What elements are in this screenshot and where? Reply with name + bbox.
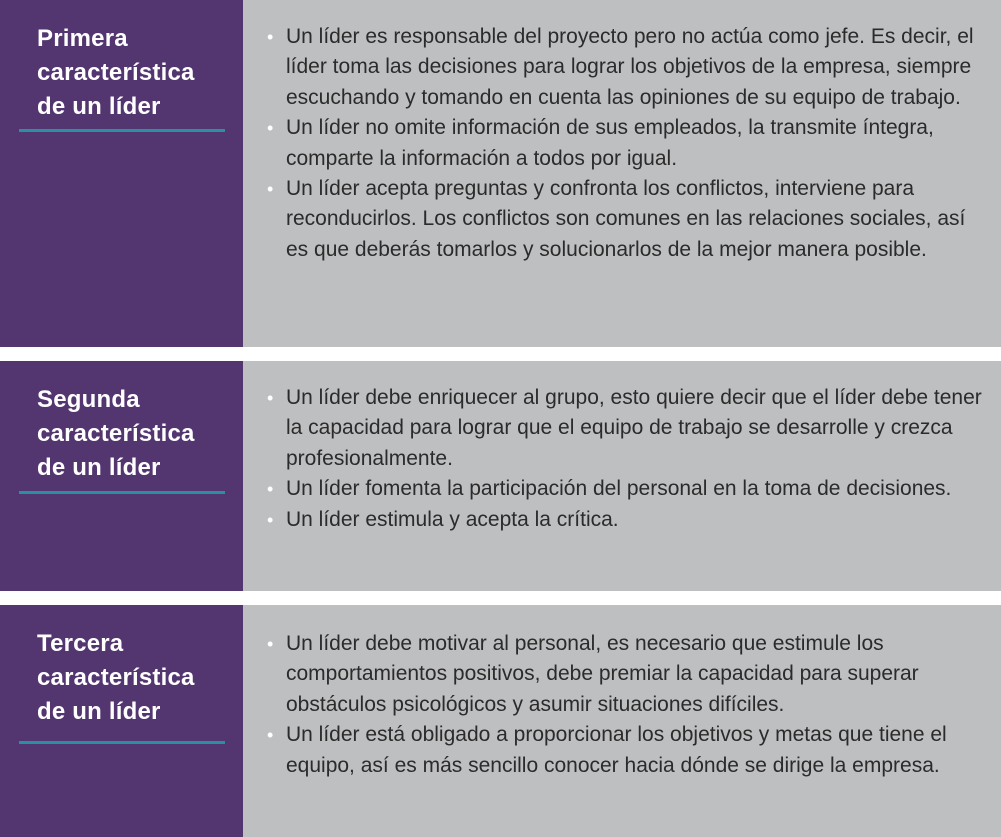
- list-item-text: Un líder acepta preguntas y confronta los conflictos, interviene para reconducirlos. Los conflictos son comunes en las relaciones sociales, así es que deberás tomarlos y solucionarlos de la mejor manera posible.: [286, 177, 966, 261]
- bullet-icon: •: [267, 634, 274, 654]
- section-title-line: Segunda: [37, 386, 140, 413]
- bullet-icon: •: [267, 509, 274, 530]
- list-item-text: Un líder no omite información de sus empleados, la transmite íntegra, comparte la información a todos por igual.: [286, 116, 934, 170]
- list-item: [267, 22, 987, 113]
- bullet-icon: •: [267, 179, 274, 200]
- section-tercera: [0, 605, 1001, 837]
- list-item-text: Un líder debe enriquecer al grupo, esto quiere decir que el líder debe tener la capacidad para lograr que el equipo de trabajo se desarrolle y crezca profesionalmente.: [286, 386, 982, 470]
- section-heading-panel: [0, 361, 243, 591]
- list-item-text: Un líder es responsable del proyecto pero no actúa como jefe. Es decir, el líder toma las decisiones para lograr los objetivos de la empresa, siempre escuchando y tomando en cuenta las opiniones de su equipo de trabajo.: [286, 25, 974, 109]
- section-title-line: de un líder: [37, 698, 161, 725]
- list-item: [267, 629, 987, 720]
- section-heading-panel: [0, 605, 243, 837]
- section-title-line: de un líder: [37, 93, 161, 120]
- section-title-line: de un líder: [37, 454, 161, 481]
- section-heading-panel: [0, 0, 243, 347]
- title-underline: [19, 491, 225, 494]
- list-item: [267, 383, 987, 474]
- title-underline: [19, 741, 225, 744]
- section-content-panel: [243, 605, 1001, 837]
- title-underline: [19, 129, 225, 132]
- section-title-line: característica: [37, 664, 195, 691]
- section-title: [37, 22, 195, 124]
- list-item-text: Un líder debe motivar al personal, es necesario que estimule los comportamientos positivos, debe premiar la capacidad para superar obstáculos psicológicos y asumir situaciones difíciles.: [286, 632, 919, 716]
- section-segunda: [0, 361, 1001, 591]
- list-item: [267, 505, 987, 535]
- bullet-icon: •: [267, 725, 274, 746]
- bullet-list: [267, 383, 987, 535]
- bullet-list: [267, 629, 987, 781]
- list-item-text: Un líder fomenta la participación del personal en la toma de decisiones.: [286, 477, 952, 501]
- list-item: [267, 474, 987, 504]
- bullet-icon: •: [267, 479, 274, 500]
- list-item: [267, 720, 987, 781]
- section-primera: [0, 0, 1001, 347]
- bullet-icon: •: [267, 388, 274, 408]
- list-item-text: Un líder está obligado a proporcionar los objetivos y metas que tiene el equipo, así es más sencillo conocer hacia dónde se dirige la empresa.: [286, 723, 947, 777]
- section-title-line: característica: [37, 420, 195, 447]
- bullet-icon: •: [267, 118, 274, 139]
- list-item: [267, 174, 987, 265]
- section-title-line: Primera: [37, 25, 128, 52]
- section-content-panel: [243, 361, 1001, 591]
- bullet-list: [267, 22, 987, 265]
- section-title-line: característica: [37, 59, 195, 86]
- list-item-text: Un líder estimula y acepta la crítica.: [286, 507, 619, 531]
- bullet-icon: •: [267, 27, 274, 47]
- section-title: [37, 383, 195, 485]
- section-title: [37, 627, 195, 729]
- list-item: [267, 113, 987, 174]
- section-content-panel: [243, 0, 1001, 347]
- section-title-line: Tercera: [37, 630, 124, 657]
